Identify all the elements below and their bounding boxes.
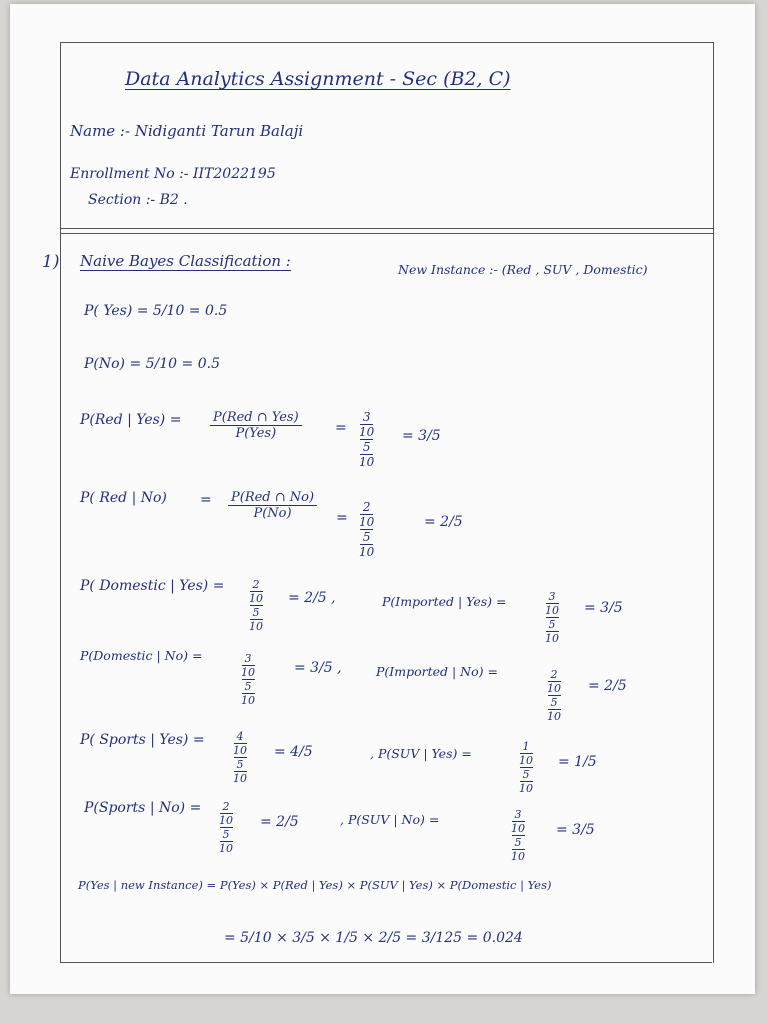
fraction-denominator: 10 — [359, 425, 375, 439]
fraction-denominator: 10 — [241, 694, 255, 707]
fraction-denominator: 10 — [359, 455, 375, 469]
red-given-yes-result: = 3/5 — [402, 428, 441, 444]
imported-given-no-lhs: P(Imported | No) = — [376, 664, 498, 679]
student-name: Name :- Nidiganti Tarun Balaji — [70, 122, 304, 140]
sports-given-yes-numeric — [230, 730, 250, 785]
fraction-numerator: 2 — [250, 578, 263, 592]
fraction-denominator: 10 — [545, 604, 559, 617]
fraction-denominator: 10 — [249, 592, 263, 605]
suv-given-no-result: = 3/5 — [556, 822, 595, 838]
enrollment-number: Enrollment No :- IIT2022195 — [70, 166, 276, 182]
assignment-title: Data Analytics Assignment - Sec (B2, C) — [125, 68, 511, 90]
question-number: 1) — [42, 252, 60, 272]
fraction-denominator: 10 — [511, 850, 525, 863]
prior-yes: P( Yes) = 5/10 = 0.5 — [84, 303, 228, 319]
fraction-numerator: 5 — [548, 695, 561, 710]
posterior-calculation: = 5/10 × 3/5 × 1/5 × 2/5 = 3/125 = 0.024 — [224, 930, 523, 946]
imported-given-yes-lhs: P(Imported | Yes) = — [382, 594, 507, 609]
fraction-denominator: 10 — [219, 842, 233, 855]
red-given-no-lhs: P( Red | No) — [80, 490, 167, 506]
suv-given-no-lhs: , P(SUV | No) = — [340, 812, 440, 827]
equals-sign: = — [200, 492, 212, 508]
fraction-numerator: 3 — [512, 808, 525, 822]
equals-sign: = — [335, 420, 347, 436]
fraction-denominator: 10 — [547, 710, 561, 723]
fraction-numerator: 1 — [520, 740, 533, 754]
fraction-numerator: 2 — [220, 800, 233, 814]
sports-given-yes-result: = 4/5 — [274, 744, 313, 760]
equals-sign: = — [336, 510, 348, 526]
red-given-yes-formula — [210, 410, 302, 441]
prior-no: P(No) = 5/10 = 0.5 — [84, 356, 220, 372]
imported-given-no-numeric — [544, 668, 564, 723]
red-given-no-formula — [228, 490, 317, 521]
domestic-given-yes-result: = 2/5 , — [288, 590, 336, 606]
domestic-given-no-lhs: P(Domestic | No) = — [80, 648, 203, 663]
sports-given-no-lhs: P(Sports | No) = — [84, 800, 202, 816]
imported-given-no-result: = 2/5 — [588, 678, 627, 694]
fraction-numerator: 2 — [548, 668, 561, 682]
red-given-yes-lhs: P(Red | Yes) = — [80, 412, 182, 428]
new-instance: New Instance :- (Red , SUV , Domestic) — [398, 262, 648, 277]
fraction-numerator: 3 — [242, 652, 255, 666]
fraction-numerator: 3 — [360, 410, 374, 425]
fraction-denominator: 10 — [233, 772, 247, 785]
fraction-denominator: 10 — [359, 545, 375, 559]
question-heading: Naive Bayes Classification : — [80, 252, 291, 270]
formula-denominator: P(No) — [253, 506, 292, 521]
domestic-given-no-numeric — [238, 652, 258, 707]
fraction-numerator: 5 — [234, 757, 247, 772]
suv-given-yes-lhs: , P(SUV | Yes) = — [370, 746, 472, 761]
red-given-no-result: = 2/5 — [424, 514, 463, 530]
formula-numerator: P(Red ∩ No) — [228, 490, 317, 506]
posterior-expression: P(Yes | new Instance) = P(Yes) × P(Red | Yes) × P(SUV | Yes) × P(Domestic | Yes) — [78, 878, 552, 892]
suv-given-yes-numeric — [516, 740, 536, 795]
fraction-numerator: 5 — [512, 835, 525, 850]
fraction-numerator: 5 — [242, 679, 255, 694]
imported-given-yes-numeric — [542, 590, 562, 645]
fraction-denominator: 10 — [519, 754, 533, 767]
fraction-denominator: 10 — [519, 782, 533, 795]
formula-denominator: P(Yes) — [235, 426, 277, 441]
fraction-numerator: 5 — [220, 827, 233, 842]
fraction-numerator: 3 — [546, 590, 559, 604]
domestic-given-yes-lhs: P( Domestic | Yes) = — [80, 578, 225, 594]
fraction-denominator: 10 — [249, 620, 263, 633]
imported-given-yes-result: = 3/5 — [584, 600, 623, 616]
sports-given-no-numeric — [216, 800, 236, 855]
fraction-denominator: 10 — [241, 666, 255, 679]
fraction-numerator: 5 — [360, 439, 374, 455]
fraction-numerator: 4 — [234, 730, 247, 744]
red-given-yes-numeric — [356, 410, 377, 469]
suv-given-no-numeric — [508, 808, 528, 863]
fraction-numerator: 2 — [360, 500, 374, 515]
sports-given-no-result: = 2/5 — [260, 814, 299, 830]
fraction-denominator: 10 — [219, 814, 233, 827]
fraction-numerator: 5 — [360, 529, 374, 545]
fraction-denominator: 10 — [233, 744, 247, 757]
page-bottom-line — [60, 962, 712, 963]
sports-given-yes-lhs: P( Sports | Yes) = — [80, 732, 205, 748]
fraction-denominator: 10 — [545, 632, 559, 645]
fraction-numerator: 5 — [520, 767, 533, 782]
red-given-no-numeric — [356, 500, 377, 559]
domestic-given-no-result: = 3/5 , — [294, 660, 342, 676]
fraction-denominator: 10 — [359, 515, 375, 529]
fraction-numerator: 5 — [250, 605, 263, 620]
fraction-denominator: 10 — [547, 682, 561, 695]
fraction-numerator: 5 — [546, 617, 559, 632]
formula-numerator: P(Red ∩ Yes) — [210, 410, 302, 426]
suv-given-yes-result: = 1/5 — [558, 754, 597, 770]
section: Section :- B2 . — [88, 192, 188, 208]
domestic-given-yes-numeric — [246, 578, 266, 633]
fraction-denominator: 10 — [511, 822, 525, 835]
header-divider — [60, 228, 714, 234]
